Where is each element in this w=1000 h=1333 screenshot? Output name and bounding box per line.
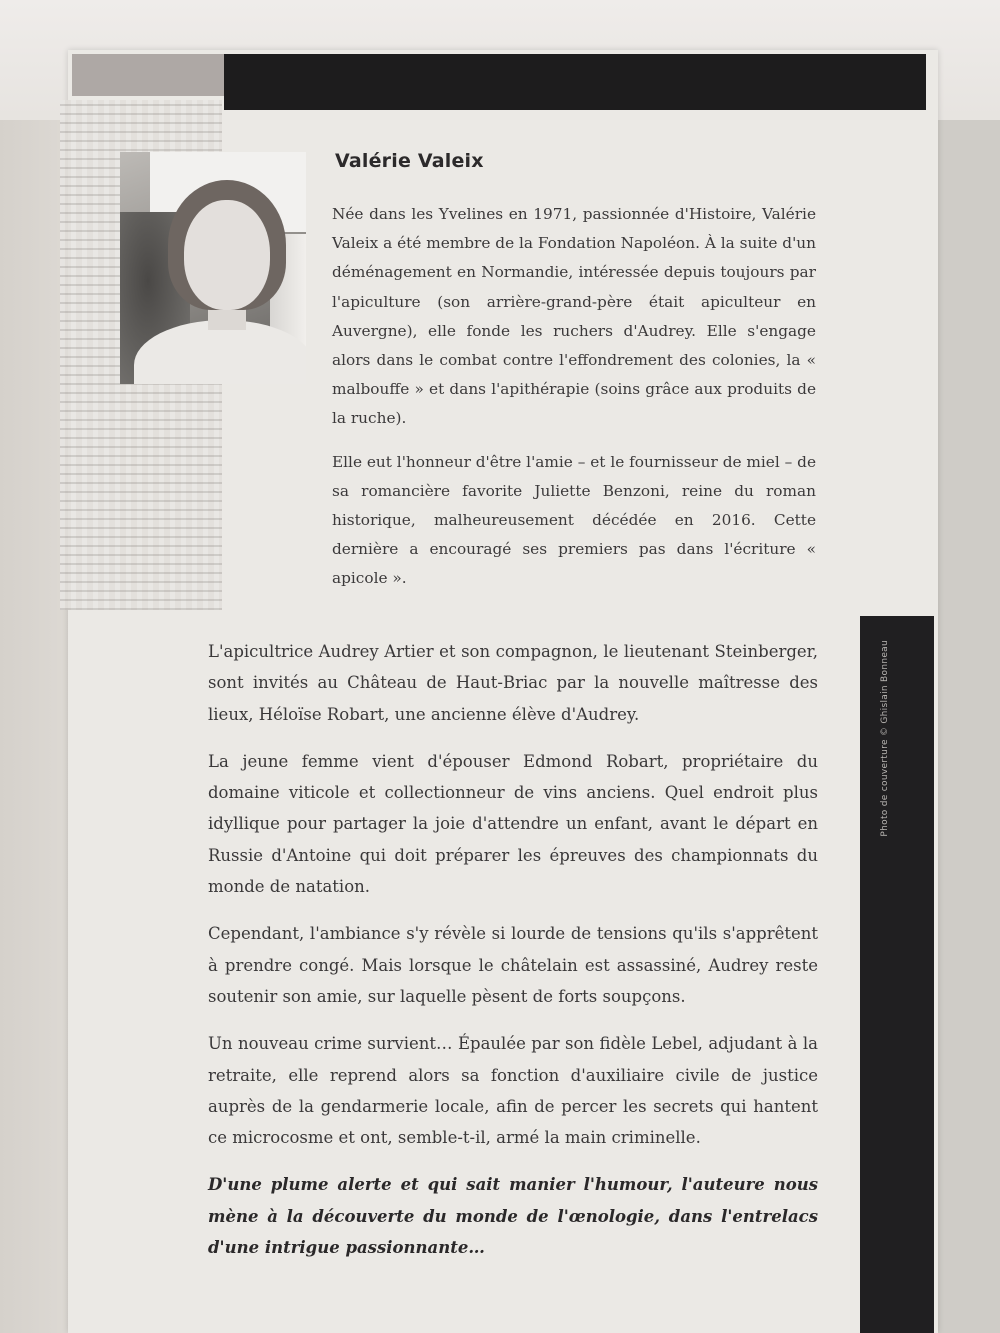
- book-summary: [208, 636, 818, 1279]
- photo-credit-wrap: [876, 640, 896, 920]
- author-photo: [120, 152, 306, 384]
- background-right: [935, 120, 1000, 1333]
- author-name: Valérie Valeix: [335, 150, 484, 172]
- summary-paragraph: La jeune femme vient d'épouser Edmond Robart, propriétaire du domaine viticole et collectionneur de vins anciens. Quel endroit plus idyllique pour partager la joie d'attendre un enfant, avant le départ en Russie d'Antoine qui doit préparer les épreuves des championnats du monde de natation.: [208, 751, 818, 897]
- photo-credit: Photo de couverture © Ghislain Bonneau: [880, 640, 890, 837]
- summary-paragraph: Un nouveau crime survient… Épaulée par son fidèle Lebel, adjudant à la retraite, elle reprend alors sa fonction d'auxiliaire civile de justice auprès de la gendarmerie locale, afin de percer les secrets qui hantent ce microcosme et ont, semble-t-il, armé la main criminelle.: [208, 1034, 818, 1148]
- top-grey-band: [72, 54, 224, 96]
- summary-paragraph: Cependant, l'ambiance s'y révèle si lourde de tensions qu'ils s'apprêtent à prendre congé. Mais lorsque le châtelain est assassiné, Audrey reste soutenir son amie, sur laquelle pèsent de forts soupçons.: [208, 924, 818, 1006]
- top-black-band: [224, 54, 926, 110]
- photo-face: [184, 200, 270, 310]
- bio-paragraph: Née dans les Yvelines en 1971, passionnée d'Histoire, Valérie Valeix a été membre de la Fondation Napoléon. À la suite d'un déménagement en Normandie, intéressée depuis toujours par l'apiculture (son arrière-grand-père était apiculteur en Auvergne), elle fonde les ruchers d'Audrey. Elle s'engage alors dans le combat contre l'effondrement des colonies, la « malbouffe » et dans l'apithérapie (soins grâce aux produits de la ruche).: [332, 205, 816, 428]
- summary-tagline: D'une plume alerte et qui sait manier l'humour, l'auteure nous mène à la découverte du monde de l'œnologie, dans l'entrelacs d'une intrigue passionnante…: [208, 1175, 818, 1258]
- author-bio: [332, 200, 816, 608]
- bio-paragraph: Elle eut l'honneur d'être l'amie – et le fournisseur de miel – de sa romancière favorite Juliette Benzoni, reine du roman historique, malheureusement décédée en 2016. Cette dernière a encouragé ses premiers pas dans l'écriture « apicole ».: [332, 452, 816, 588]
- summary-paragraph: L'apicultrice Audrey Artier et son compagnon, le lieutenant Steinberger, sont invités au Château de Haut-Briac par la nouvelle maîtresse des lieux, Héloïse Robart, une ancienne élève d'Audrey.: [208, 642, 818, 724]
